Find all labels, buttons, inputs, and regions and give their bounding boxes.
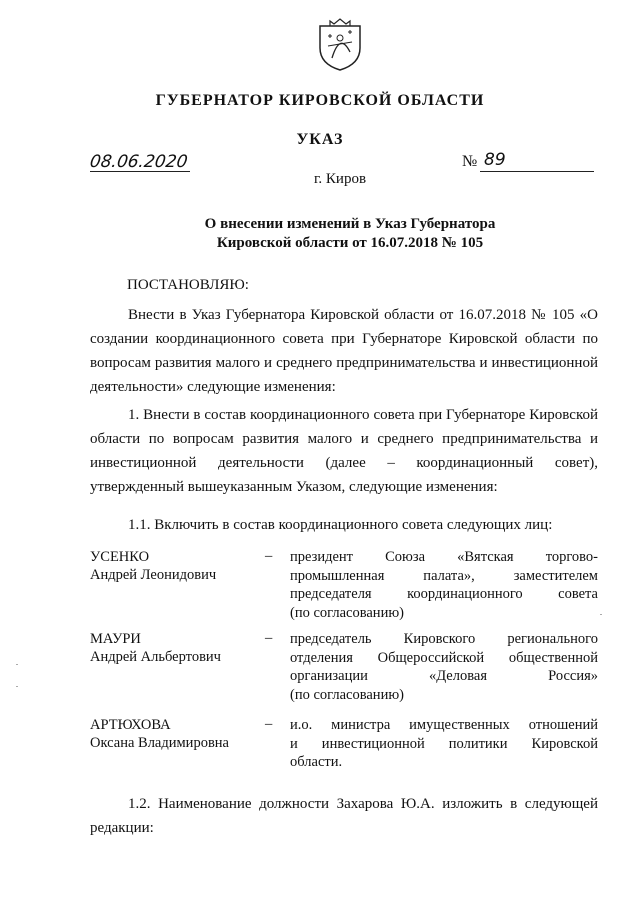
- role-line: и инвестиционной политики Кировской: [290, 735, 598, 752]
- scan-speck: [16, 686, 18, 687]
- member-role: [290, 716, 598, 772]
- member-role: [290, 630, 598, 704]
- authority-title: ГУБЕРНАТОР КИРОВСКОЙ ОБЛАСТИ: [155, 92, 485, 109]
- member-dash: –: [265, 548, 273, 564]
- document-number: 89: [484, 150, 506, 170]
- role-line: (по согласованию): [290, 686, 404, 703]
- role-line: президент Союза «Вятская торгово-: [290, 549, 598, 565]
- member-surname: МАУРИ: [90, 631, 141, 647]
- decree-word: ПОСТАНОВЛЯЮ:: [127, 277, 249, 293]
- member-given-name: Оксана Владимировна: [90, 735, 229, 751]
- coat-of-arms-icon: [316, 18, 364, 72]
- member-given-name: Андрей Альбертович: [90, 649, 221, 665]
- city: г. Киров: [313, 171, 367, 187]
- role-line: председателя координационного совета: [290, 586, 598, 602]
- paragraph-3: 1.1. Включить в состав координационного совета следующих лиц:: [128, 517, 553, 533]
- role-line: организации «Деловая Россия»: [290, 668, 598, 684]
- member-surname: УСЕНКО: [90, 549, 150, 565]
- subject-line-2: Кировской области от 16.07.2018 № 105: [216, 235, 484, 251]
- role-line: промышленная палата», заместителем: [290, 567, 598, 584]
- subject-line-1: О внесении изменений в Указ Губернатора: [204, 216, 496, 232]
- member-name: [90, 716, 229, 752]
- member-name: [90, 548, 216, 584]
- member-surname: АРТЮХОВА: [90, 717, 171, 733]
- paragraph-1: Внести в Указ Губернатора Кировской области от 16.07.2018 № 105 «О создании координационного совета при Губернаторе Кировской области по вопросам развития малого и среднего предпринимательства и инвестиционной деятельности» следующие изменения:: [90, 307, 598, 395]
- scan-speck: [16, 664, 18, 665]
- document-type: УКАЗ: [296, 131, 344, 148]
- member-name: [90, 630, 221, 666]
- member-dash: –: [265, 716, 273, 732]
- role-line: (по согласованию): [290, 604, 404, 621]
- paragraph-2: 1. Внести в состав координационного совета при Губернаторе Кировской области по вопросам развития малого и среднего предпринимательства и инвестиционной деятельности (далее – координационный совет), утвержденный вышеуказанным Указом, следующие изменения:: [90, 407, 598, 495]
- member-given-name: Андрей Леонидович: [90, 567, 217, 583]
- role-line: отделения Общероссийской общественной: [290, 649, 598, 666]
- scan-speck: [600, 614, 602, 615]
- role-line: и.о. министра имущественных отношений: [290, 717, 598, 733]
- member-dash: –: [265, 630, 273, 646]
- paragraph-4: 1.2. Наименование должности Захарова Ю.А. изложить в следующей редакции:: [90, 796, 598, 836]
- number-label: №: [462, 153, 478, 170]
- role-line: председатель Кировского регионального: [290, 631, 598, 647]
- role-line: области.: [290, 754, 343, 770]
- document-date: 08.06.2020: [88, 152, 189, 172]
- member-role: [290, 548, 598, 622]
